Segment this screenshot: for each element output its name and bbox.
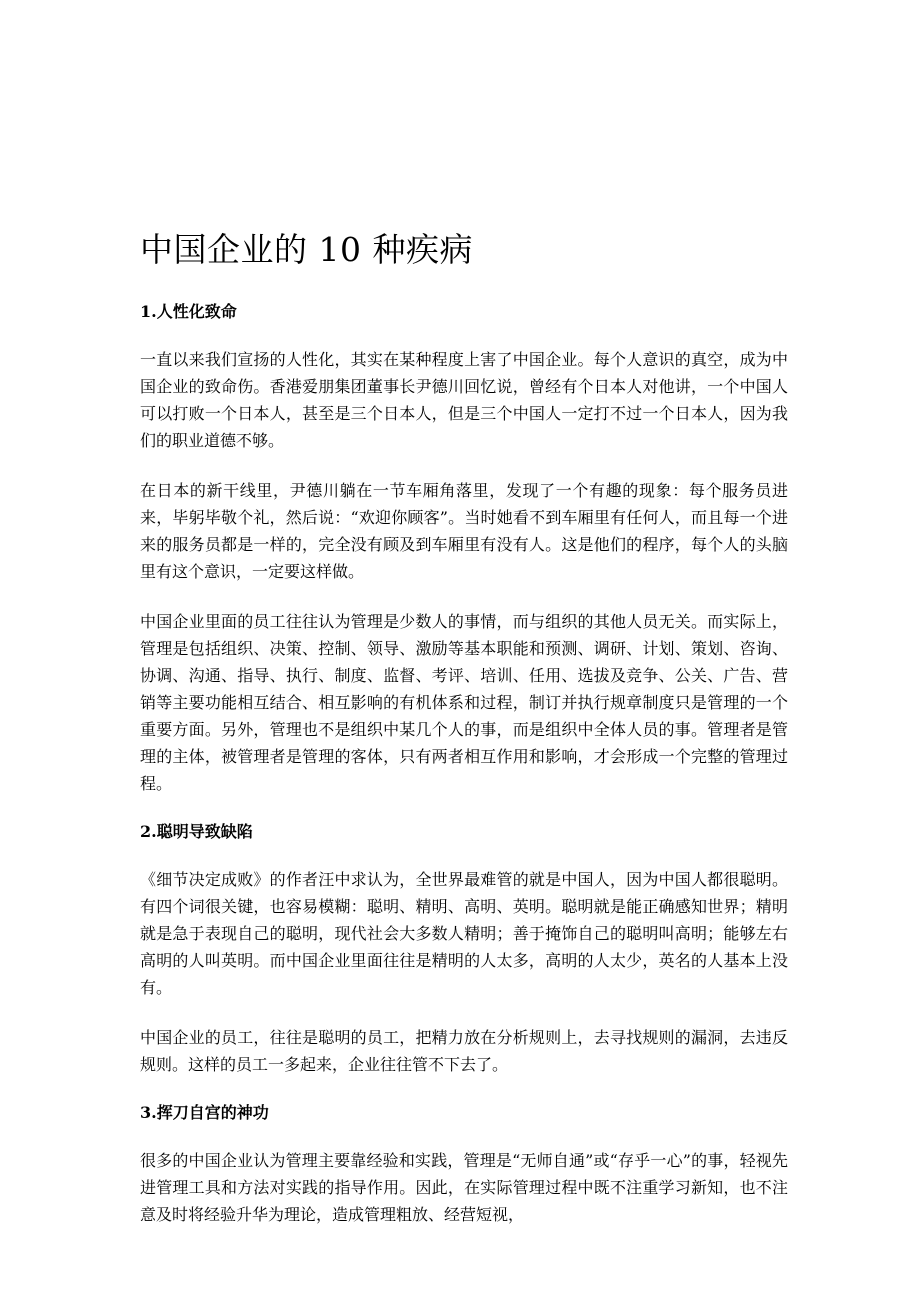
section-3 — [140, 1101, 788, 1228]
paragraph: 中国企业里面的员工往往认为管理是少数人的事情，而与组织的其他人员无关。而实际上，管理是包括组织、决策、控制、领导、激励等基本职能和预测、调研、计划、策划、咨询、协调、沟通、指导、执行、制度、监督、考评、培训、任用、选拔及竞争、公关、广告、营销等主要功能相互结合、相互影响的有机体系和过程，制订并执行规章制度只是管理的一个重要方面。另外，管理也不是组织中某几个人的事，而是组织中全体人员的事。管理者是管理的主体，被管理者是管理的客体，只有两者相互作用和影响，才会形成一个完整的管理过程。 — [140, 612, 788, 793]
document-page — [140, 228, 788, 1251]
paragraph: 《细节决定成败》的作者汪中求认为，全世界最难管的就是中国人，因为中国人都很聪明。有四个词很关键，也容易模糊：聪明、精明、高明、英明。聪明就是能正确感知世界；精明就是急于表现自己的聪明，现代社会大多数人精明；善于掩饰自己的聪明叫高明；能够左右高明的人叫英明。而中国企业里面往往是精明的人太多，高明的人太少，英名的人基本上没有。 — [140, 870, 788, 997]
section-1 — [140, 300, 788, 797]
section-heading: 3.挥刀自宫的神功 — [140, 1103, 269, 1122]
document-title: 中国企业的 10 种疾病 — [140, 230, 473, 269]
paragraph: 在日本的新干线里，尹德川躺在一节车厢角落里，发现了一个有趣的现象：每个服务员进来，毕躬毕敬个礼，然后说：“欢迎你顾客”。当时她看不到车厢里有任何人，而且每一个进来的服务员都是一样的，完全没有顾及到车厢里有没有人。这是他们的程序，每个人的头脑里有这个意识，一定要这样做。 — [140, 481, 788, 581]
section-heading: 1.人性化致命 — [140, 302, 237, 321]
paragraph: 一直以来我们宣扬的人性化，其实在某种程度上害了中国企业。每个人意识的真空，成为中国企业的致命伤。香港爱朋集团董事长尹德川回忆说，曾经有个日本人对他讲，一个中国人可以打败一个日本人，甚至是三个日本人，但是三个中国人一定打不过一个日本人，因为我们的职业道德不够。 — [140, 350, 788, 450]
paragraph: 中国企业的员工，往往是聪明的员工，把精力放在分析规则上，去寻找规则的漏洞，去违反规则。这样的员工一多起来，企业往往管不下去了。 — [140, 1028, 788, 1074]
paragraph: 很多的中国企业认为管理主要靠经验和实践，管理是“无师自通”或“存乎一心”的事，轻视先进管理工具和方法对实践的指导作用。因此，在实际管理过程中既不注重学习新知，也不注意及时将经验升华为理论，造成管理粗放、经营短视， — [140, 1151, 788, 1224]
section-2 — [140, 820, 788, 1078]
section-heading: 2.聪明导致缺陷 — [140, 822, 253, 841]
